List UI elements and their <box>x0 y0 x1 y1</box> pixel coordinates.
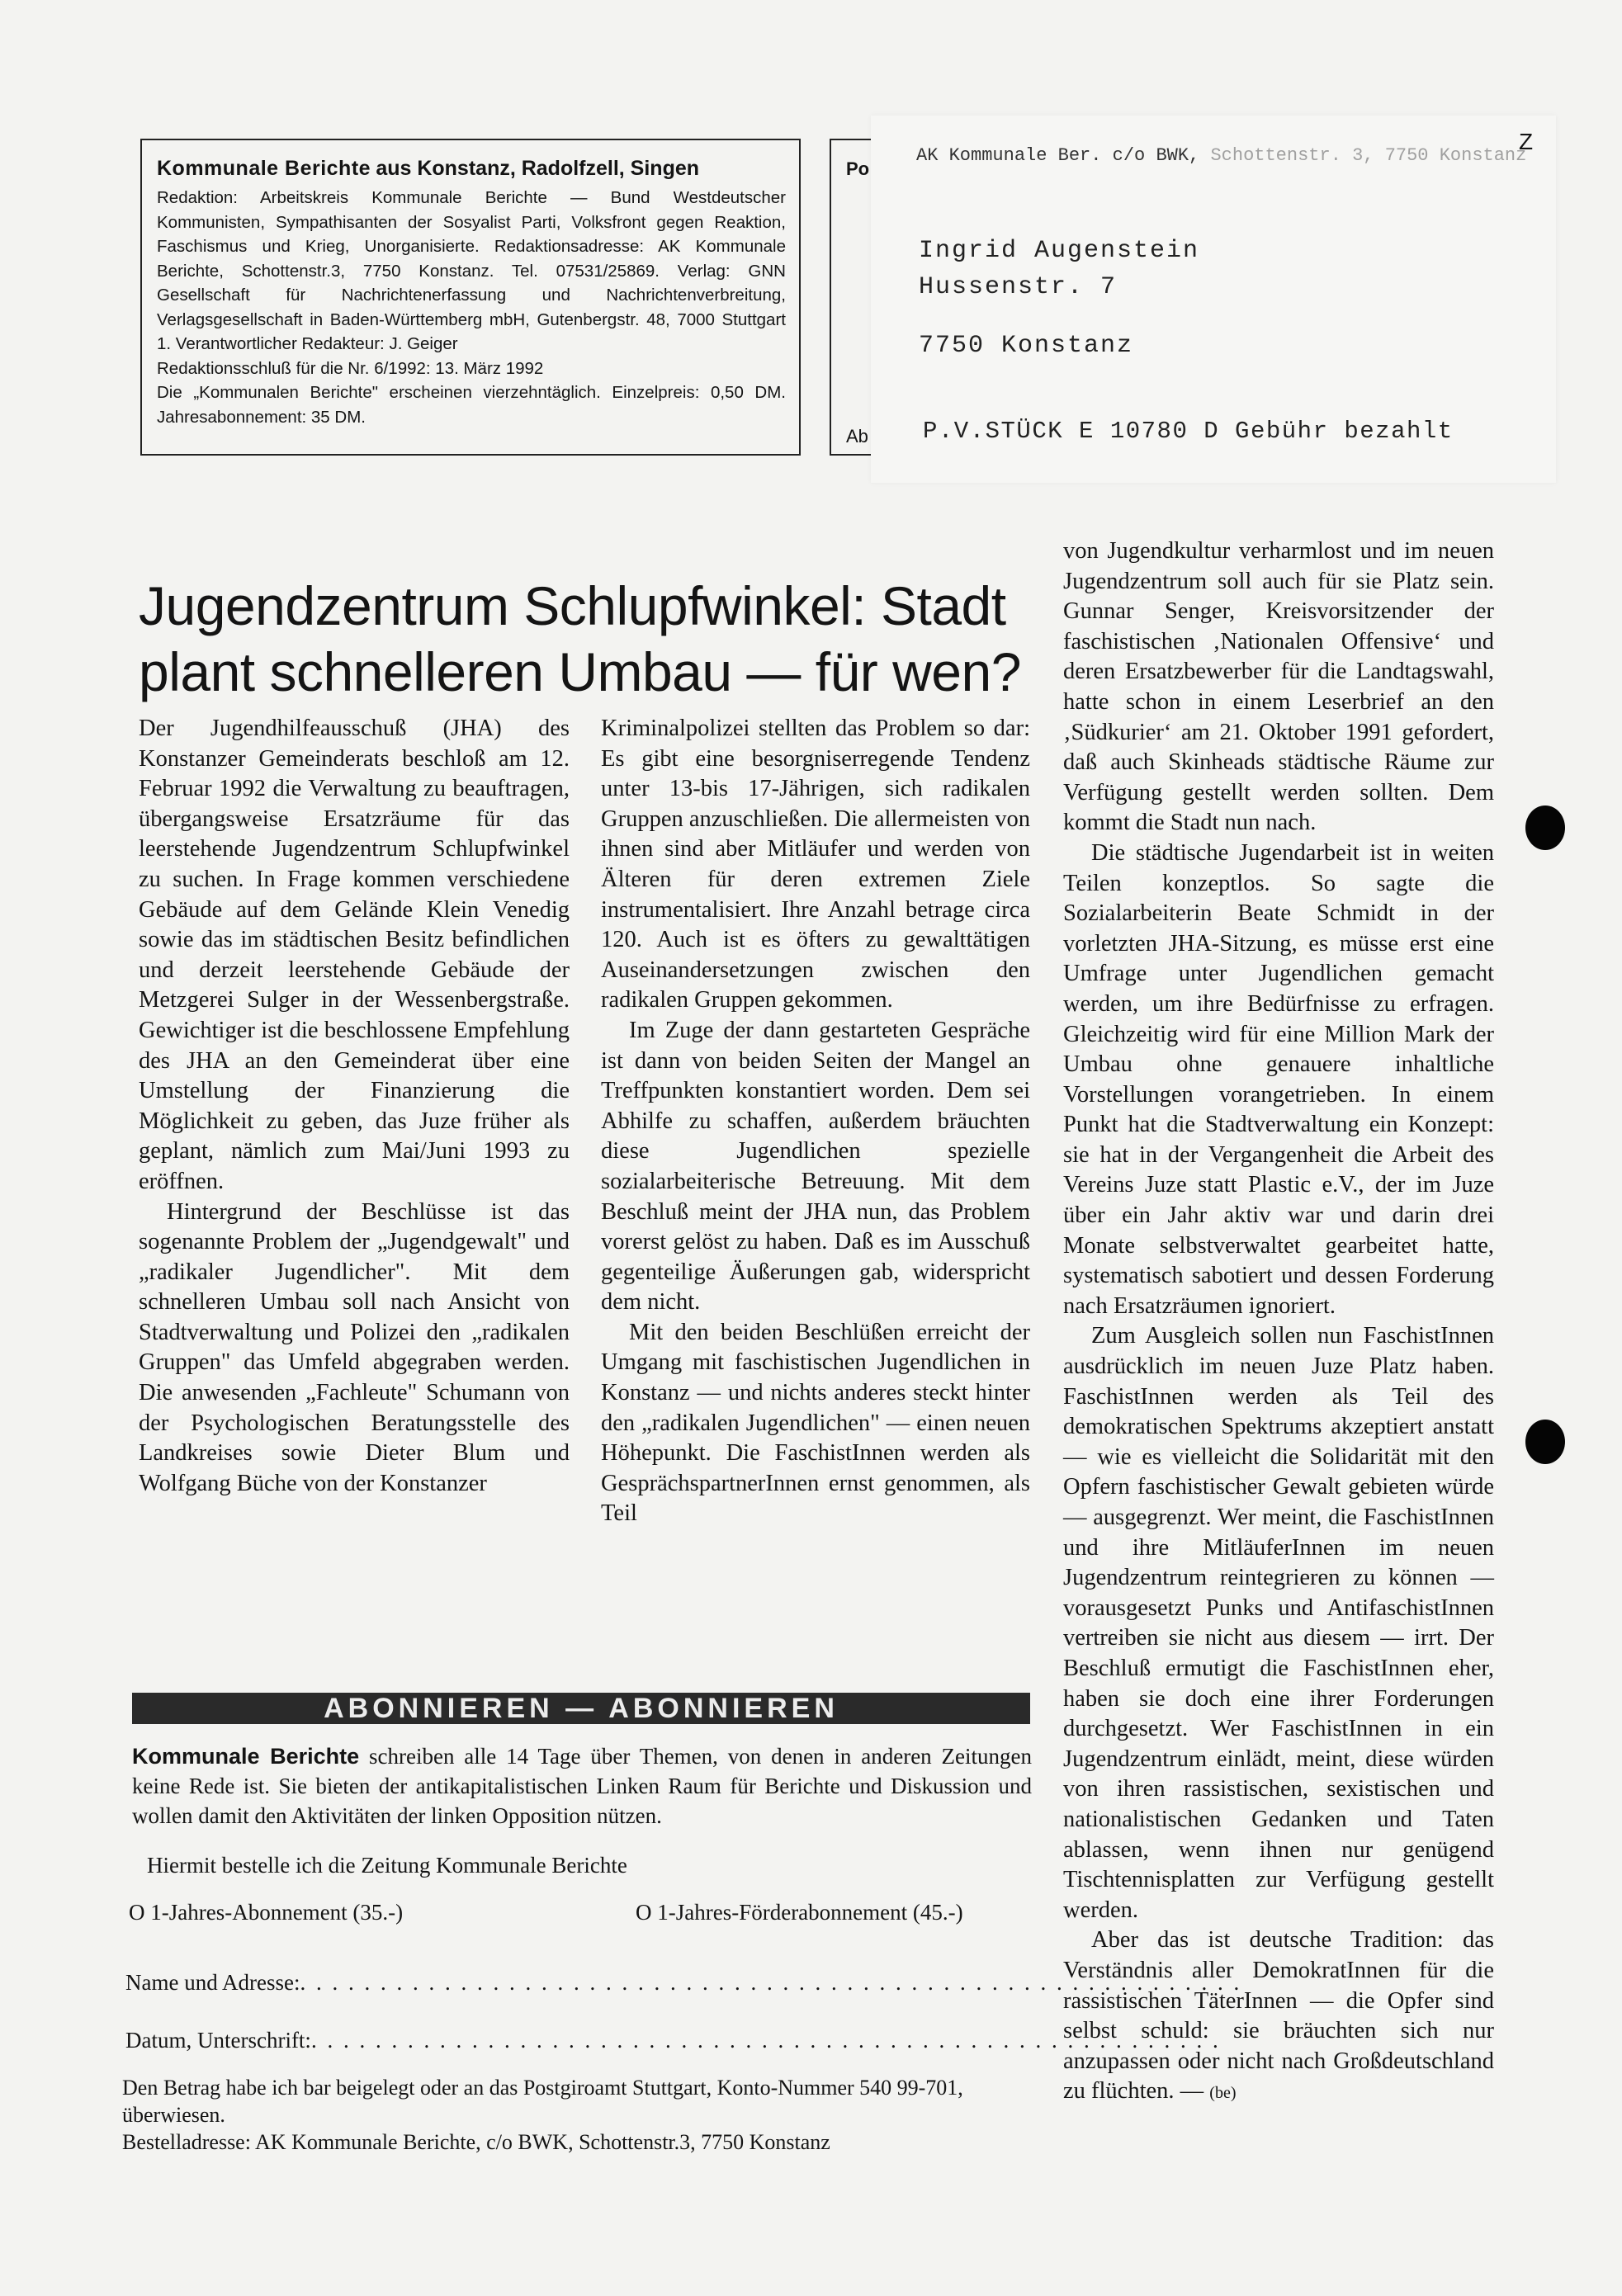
article-column-3 <box>1063 536 1494 2109</box>
label-sender-main: AK Kommunale Ber. c/o BWK, <box>916 145 1200 166</box>
impressum-text <box>157 186 786 429</box>
subscribe-intro-text: schreiben alle 14 Tage über Themen, von denen in anderen Zeitungen keine Rede ist. Sie bieten der antikapitalistischen Linken Raum für Berichte und Diskussion und wollen damit den Aktivitäten der linken Opposition nützen. <box>132 1744 1032 1828</box>
col3-paragraph: von Jugendkultur verharmlost und im neuen Jugendzentrum soll auch für sie Platz sein. Gunnar Senger, Kreisvorsitzender der faschistischen ‚Nationalen Offensive‘ und deren Ersatzbewerber für die Landtagswahl, hatte schon in einem Leserbrief an den ‚Südkurier‘ am 21. Oktober 1991 gefordert, daß auch Skinheads städtische Räume zur Verfügung gestellt werden sollten. Dem kommt die Stadt nun nach. <box>1063 538 1494 836</box>
label-sender-faint: Schottenstr. 3, 7750 Konstanz <box>1210 145 1527 166</box>
author-signature: (be) <box>1209 2084 1237 2103</box>
order-address: Bestelladresse: AK Kommunale Berichte, c/o BWK, Schottenstr.3, 7750 Konstanz <box>122 2130 830 2154</box>
label-recipient-name: Ingrid Augenstein <box>919 237 1200 265</box>
col3-paragraph: Die städtische Jugendarbeit ist in weiten Teilen konzeptlos. So sagte die Sozialarbeiterin Beate Schmidt in der vorletzten JHA-Sitzung, es müsse erst eine Umfrage unter Jugendlichen gemacht werden, um ihre Bedürfnisse zu erfragen. Gleichzeitig wird für eine Million Mark der Umbau ohne genauere inhaltliche Vorstellungen vorangetrieben. In einem Punkt hat die Stadtverwaltung ein Konzept: sie hat in der Vergangenheit die Arbeit des Vereins Juze statt Plastic e.V., der im Juze über ein Jahr aktiv war und darin drei Monate selbstverwaltet gearbeitet hatte, systematisch sabotiert und dessen Forderung nach Ersatzräumen ignoriert. <box>1063 839 1494 1319</box>
subscribe-banner: ABONNIEREN — ABONNIEREN <box>132 1693 1030 1724</box>
option-standard-subscription[interactable]: O 1-Jahres-Abonnement (35.-) <box>129 1900 404 1925</box>
col2-paragraph: Im Zuge der dann gestarteten Gespräche ist dann von beiden Seiten der Mangel an Treffpunkten konstantiert worden. Dem sei Abhilfe zu schaffen, außerdem bräuchten diese Jugendlichen spezielle sozialarbeiterische Betreuung. Mit dem Beschluß meint der JHA nun, das Problem vorerst gelöst zu haben. Daß es im Ausschuß gegenteilige Äußerungen gab, widerspricht dem nicht. <box>601 1017 1030 1316</box>
name-address-label: Name und Adresse: <box>125 1970 300 1995</box>
impressum-brand: Kommunale Berichte <box>157 157 371 180</box>
article-column-1 <box>139 714 570 1499</box>
subscribe-brand: Kommunale Berichte <box>132 1744 360 1769</box>
col2-paragraph: Kriminalpolizei stellten das Problem so dar: Es gibt eine besorgniserregende Tendenz unter 13-bis 17-Jährigen, sich radikalen Gruppen anzuschließen. Die allermeisten von ihnen sind aber Mitläufer und werden von Älteren für deren extremen Ziele instrumentalisiert. Ihre Anzahl betrage circa 120. Auch ist es öfters zu gewalttätigen Auseinandersetzungen zwischen den radikalen Gruppen gekommen. <box>601 716 1030 1013</box>
name-address-field[interactable]: Name und Adresse:. . . . . . . . . . . . . . . . . . . . . . . . . . . . . . . . . . . . . . . . . . . . . . . . . . . . . . . . . . . <box>125 1970 1242 1995</box>
col3-paragraph <box>1063 1925 1494 2109</box>
col3-last-text: Aber das ist deutsche Tradition: das Verständnis aller DemokratInnen für die rassistischen TäterInnen — die Opfer sind selbst schuld: sie bräuchten sich nur anzupassen oder nicht nach Großdeutschland zu flüchten. — <box>1063 1927 1494 2105</box>
impressum-box <box>140 139 801 456</box>
hidden-box-bottom-fragment: Ab <box>846 426 868 446</box>
punch-hole <box>1525 805 1565 850</box>
label-postage: P.V.STÜCK E 10780 D Gebühr bezahlt <box>923 418 1454 445</box>
label-recipient-street: Hussenstr. 7 <box>919 273 1118 301</box>
col2-paragraph: Mit den beiden Beschlüßen erreicht der Umgang mit faschistischen Jugendlichen in Konstanz — und nichts anderes steckt hinter den „radikalen Jugendlichen" — einen neuen Höhepunkt. Die FaschistInnen werden als GesprächspartnerInnen ernst genommen, als Teil <box>601 1319 1030 1527</box>
impressum-deadline: Redaktionsschluß für die Nr. 6/1992: 13. März 1992 <box>157 358 544 378</box>
payment-text: Den Betrag habe ich bar beigelegt oder an das Postgiroamt Stuttgart, Konto-Nummer 540 99-701, überwiesen. <box>122 2076 963 2127</box>
subscribe-intro <box>132 1741 1032 1831</box>
label-recipient <box>919 233 1199 305</box>
impressum-body: Redaktion: Arbeitskreis Kommunale Berichte — Bund Westdeutscher Kommunisten, Sympathisanten der Sosyalist Parti, Volksfront gegen Reaktion, Faschismus und Krieg, Unorganisierte. Redaktionsadresse: AK Kommunale Berichte, Schottenstr.3, 7750 Konstanz. Tel. 07531/25869. Verlag: GNN Gesellschaft für Nachrichtenerfassung und Nachrichtenverbreitung, Verlagsgesellschaft in Baden-Württemberg mbH, Gutenbergstr. 48, 7000 Stuttgart 1. Verantwortlicher Redakteur: J. Geiger <box>157 188 786 353</box>
col3-paragraph: Zum Ausgleich sollen nun FaschistInnen ausdrücklich im neuen Juze Platz haben. FaschistInnen werden als Teil des demokratischen Spektrums akzeptiert anstatt — wie es vielleicht die Solidarität mit den Opfern faschistischer Gewalt gebieten würde — ausgegrenzt. Wer meint, die FaschistInnen und ihre MitläuferInnen im neuen Jugendzentrum reintegrieren zu können — vorausgesetzt Punks und AntifaschistInnen vertreiben sie nicht aus diesem — irrt. Der Beschluß ermutigt die FaschistInnen eher, haben sie doch eine ihrer Forderungen durchgesetzt. Wer FaschistInnen in ein Jugendzentrum einlädt, meint, diese würden von ihren rassistischen, sexistischen und nationalistischen Gedanken und Taten ablassen, wenn ihnen nur genügend Tischtennisplatten zur Verfügung gestellt werden. <box>1063 1323 1494 1923</box>
payment-info <box>122 2074 1030 2156</box>
option-support-subscription[interactable]: O 1-Jahres-Förderabonnement (45.-) <box>636 1900 963 1925</box>
hidden-box-top-fragment: Po <box>846 158 870 179</box>
label-corner-mark: Z <box>1519 129 1534 154</box>
article-column-2 <box>601 714 1030 1529</box>
label-sender <box>916 145 1526 166</box>
date-signature-label: Datum, Unterschrift: <box>125 2028 311 2053</box>
punch-hole <box>1525 1420 1565 1464</box>
date-signature-field[interactable]: Datum, Unterschrift:. . . . . . . . . . . . . . . . . . . . . . . . . . . . . . . . . . . . . . . . . . . . . . . . . . . . . . . . . <box>125 2028 1221 2053</box>
col1-paragraph: Der Jugendhilfeausschuß (JHA) des Konstanzer Gemeinderats beschloß am 12. Februar 1992 die Verwaltung zu beauftragen, übergangsweise Ersatzräume für das leerstehende Jugendzentrum Schlupfwinkel zu suchen. In Frage kommen verschiedene Gebäude auf dem Gelände Klein Venedig sowie das im städtischen Besitz befindlichen und derzeit leerstehende Gebäude der Metzgerei Sulger in der Wessenbergstraße. Gewichtiger ist die beschlossene Empfehlung des JHA an den Gemeinderat über eine Umstellung der Finanzierung die Möglichkeit zu geben, das Juze früher als geplant, nämlich zum Mai/Juni 1993 zu eröffnen. <box>139 716 570 1194</box>
impressum-title <box>157 157 786 181</box>
article-headline: Jugendzentrum Schlupfwinkel: Stadt plant schnelleren Umbau — für wen? <box>139 575 1021 703</box>
col1-paragraph: Hintergrund der Beschlüsse ist das sogenannte Problem der „Jugendgewalt" und „radikaler Jugendlicher". Mit dem schnelleren Umbau soll nach Ansicht von Stadtverwaltung und Polizei den „radikalen Gruppen" das Umfeld abgegraben werden. Die anwesenden „Fachleute" Schumann von der Psychologischen Beratungsstelle des Landkreises sowie Dieter Blum und Wolfgang Büche von der Konstanzer <box>139 1198 570 1496</box>
order-line: Hiermit bestelle ich die Zeitung Kommunale Berichte <box>147 1853 627 1878</box>
impressum-title-rest: aus Konstanz, Radolfzell, Singen <box>376 157 700 180</box>
impressum-pricing: Die „Kommunalen Berichte" erscheinen vierzehntäglich. Einzelpreis: 0,50 DM. Jahresabonnement: 35 DM. <box>157 383 786 427</box>
label-recipient-city: 7750 Konstanz <box>919 332 1134 360</box>
